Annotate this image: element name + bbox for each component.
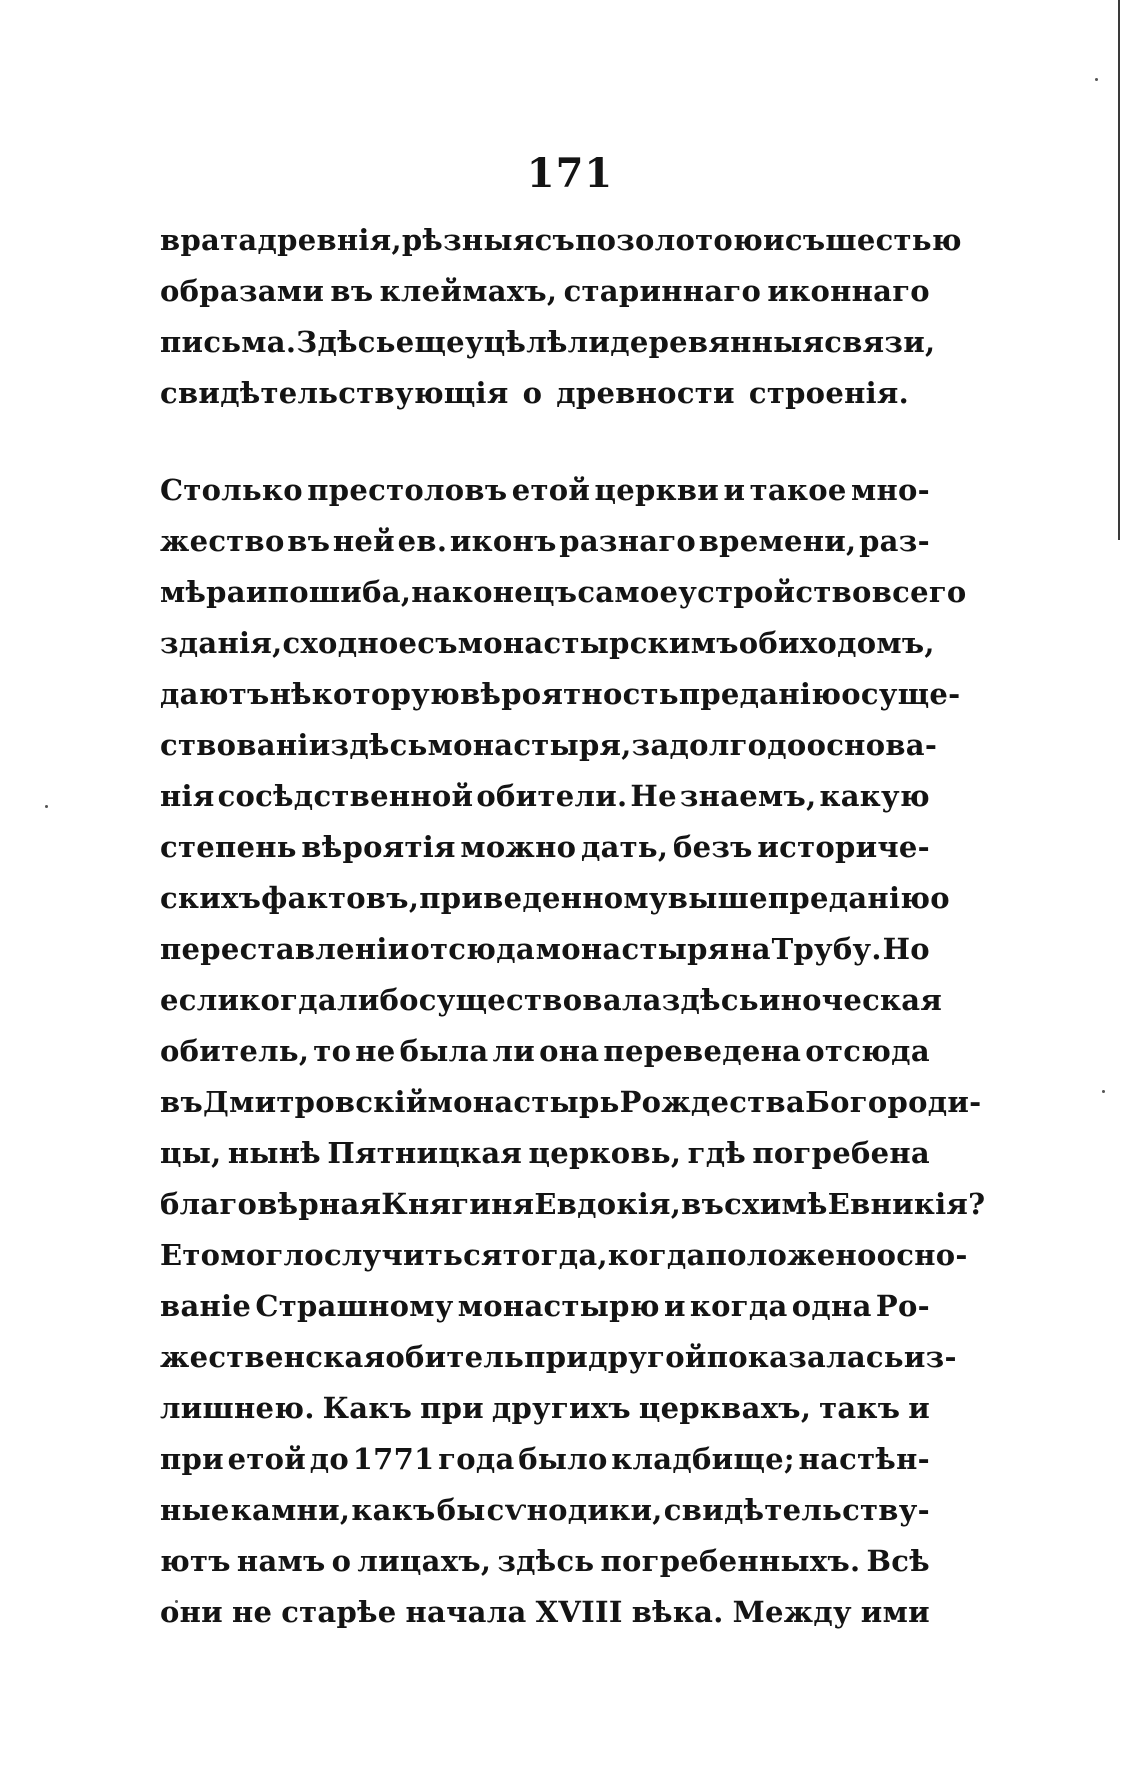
word: ные xyxy=(160,1493,230,1527)
word: здѣсь xyxy=(330,728,428,762)
paper-speck xyxy=(1095,78,1098,81)
word: позолотою xyxy=(575,223,764,257)
word: когда xyxy=(239,983,337,1017)
word: когда xyxy=(689,1289,788,1323)
word: въ xyxy=(160,1085,203,1119)
page-number: 171 xyxy=(526,150,614,197)
word: церковь, xyxy=(528,1136,682,1170)
word: здѣсь xyxy=(661,983,759,1017)
word: обиходомъ, xyxy=(738,626,935,660)
word: съ xyxy=(784,223,826,257)
word: дать, xyxy=(580,830,669,864)
word: на xyxy=(730,932,771,966)
word: съ xyxy=(534,223,576,257)
word: образами xyxy=(160,274,325,308)
word: благовѣрная xyxy=(160,1187,382,1221)
word: древнія, xyxy=(257,223,402,257)
text-line xyxy=(160,368,930,419)
word: мѣра xyxy=(160,575,246,609)
paper-speck xyxy=(1102,1090,1105,1093)
word: монастырь xyxy=(427,1085,620,1119)
word: вѣроятность xyxy=(460,677,679,711)
text-line xyxy=(160,266,930,317)
word: рѣзныя xyxy=(401,223,535,257)
text-line xyxy=(160,1536,930,1587)
word: стариннаго xyxy=(563,274,762,308)
text-line xyxy=(160,1434,930,1485)
word: Дмитровскій xyxy=(203,1085,428,1119)
word: Страшному xyxy=(255,1289,454,1323)
word: положено xyxy=(705,1238,877,1272)
word: клеймахъ, xyxy=(379,274,558,308)
word: етой xyxy=(511,473,591,507)
word: письма. xyxy=(160,325,297,359)
word: ней xyxy=(332,524,395,558)
word: степень xyxy=(160,830,297,864)
word: сосѣдственной xyxy=(217,779,474,813)
paper-speck xyxy=(45,805,48,808)
word: обитель, xyxy=(160,1034,310,1068)
word: либо xyxy=(336,983,419,1017)
word: въ xyxy=(287,524,331,558)
word: монастырю xyxy=(457,1289,660,1323)
word: наконецъ xyxy=(411,575,578,609)
word: до xyxy=(309,1442,349,1476)
word: существовала xyxy=(418,983,662,1017)
text-line xyxy=(160,516,930,567)
word: самое xyxy=(577,575,679,609)
word: свидѣтельствующія xyxy=(160,376,509,410)
word: и xyxy=(763,223,785,257)
word: другихъ xyxy=(491,1391,631,1425)
text-line xyxy=(160,822,930,873)
word: вѣроятія xyxy=(301,830,456,864)
text-line xyxy=(160,1026,930,1077)
word: настѣн- xyxy=(798,1442,930,1476)
word: Богороди- xyxy=(805,1085,982,1119)
word: монастыря, xyxy=(427,728,632,762)
word: нѣкоторую xyxy=(269,677,461,711)
word: погребена xyxy=(752,1136,930,1170)
word: тогда, xyxy=(502,1238,608,1272)
word: приведенному xyxy=(419,881,668,915)
word: и xyxy=(663,1289,686,1323)
word: ствованіи xyxy=(160,728,331,762)
word: схимѣ xyxy=(724,1187,828,1221)
text-line xyxy=(160,1587,930,1638)
word: переставленіи xyxy=(160,932,410,966)
word: Пятницкая xyxy=(327,1136,523,1170)
text-line xyxy=(160,618,935,669)
word: престоловъ xyxy=(307,473,508,507)
word: гдѣ xyxy=(687,1136,747,1170)
word: переведена xyxy=(603,1034,802,1068)
word: суще- xyxy=(860,677,961,711)
word: зданія, xyxy=(160,626,283,660)
text-line xyxy=(160,975,943,1026)
word: было xyxy=(518,1442,608,1476)
word: иконнаго xyxy=(767,274,930,308)
word: основа- xyxy=(806,728,938,762)
word: вѣка. xyxy=(631,1595,724,1629)
word: въ xyxy=(681,1187,725,1221)
word: при xyxy=(160,1442,224,1476)
word: церкви xyxy=(594,473,720,507)
word: еще xyxy=(395,325,465,359)
text-line xyxy=(160,1485,930,1536)
word: можно xyxy=(460,830,577,864)
word: Ето xyxy=(160,1238,221,1272)
word: осно- xyxy=(876,1238,968,1272)
paragraph-2 xyxy=(160,465,986,1638)
word: кладбище; xyxy=(611,1442,795,1476)
word: знаемъ, xyxy=(679,779,817,813)
word: бы xyxy=(436,1493,486,1527)
word: безъ xyxy=(672,830,753,864)
word: иконъ xyxy=(449,524,557,558)
word: старѣе xyxy=(281,1595,397,1629)
word: отсюда xyxy=(805,1034,930,1068)
word: нія xyxy=(160,779,215,813)
word: пошиба, xyxy=(267,575,412,609)
word: Евдокія, xyxy=(534,1187,682,1221)
word: въ xyxy=(330,274,374,308)
word: иноческая xyxy=(758,983,943,1017)
text-line xyxy=(160,1179,986,1230)
word: церквахъ, xyxy=(638,1391,812,1425)
word: Княгиня xyxy=(381,1187,535,1221)
word: ими xyxy=(860,1595,930,1629)
word: камни, xyxy=(230,1493,351,1527)
word: до xyxy=(767,728,807,762)
word: обитель xyxy=(385,1340,525,1374)
word: года xyxy=(438,1442,515,1476)
word: Всѣ xyxy=(866,1544,930,1578)
word: врата xyxy=(160,223,258,257)
word: устройство xyxy=(678,575,872,609)
word: и xyxy=(723,473,746,507)
word: Но xyxy=(882,932,930,966)
word: Ро- xyxy=(875,1289,930,1323)
word: Столько xyxy=(160,473,303,507)
word: лицахъ, xyxy=(357,1544,492,1578)
word: когда xyxy=(607,1238,706,1272)
word: при xyxy=(524,1340,589,1374)
text-line xyxy=(160,1128,930,1179)
word: одна xyxy=(791,1289,872,1323)
word: жественская xyxy=(160,1340,386,1374)
word: XVIII xyxy=(535,1595,623,1629)
word: такъ xyxy=(819,1391,901,1425)
word: не xyxy=(355,1034,396,1068)
text-line xyxy=(160,215,962,266)
word: фактовъ, xyxy=(261,881,420,915)
word: нынѣ xyxy=(227,1136,321,1170)
word: древности xyxy=(556,376,735,410)
word: не xyxy=(231,1595,273,1629)
word: могло xyxy=(220,1238,324,1272)
word: такое xyxy=(749,473,847,507)
text-line xyxy=(160,924,930,975)
word: скихъ xyxy=(160,881,262,915)
word: из- xyxy=(903,1340,957,1374)
word: времени, xyxy=(698,524,857,558)
word: сѵнодики, xyxy=(486,1493,663,1527)
text-line xyxy=(160,1230,968,1281)
word: другой xyxy=(588,1340,707,1374)
word: о xyxy=(331,1544,352,1578)
text-line xyxy=(160,771,930,822)
text-line xyxy=(160,720,938,771)
word: преданію xyxy=(767,881,931,915)
text-line xyxy=(160,873,950,924)
word: свидѣтельству- xyxy=(663,1493,930,1527)
word: и xyxy=(245,575,268,609)
word: обители. xyxy=(476,779,628,813)
text-line xyxy=(160,669,961,720)
word: Рождества xyxy=(619,1085,806,1119)
word: етой xyxy=(227,1442,307,1476)
word: выше xyxy=(667,881,768,915)
word: Евникія? xyxy=(827,1187,986,1221)
word: Не xyxy=(630,779,677,813)
word: монастыря xyxy=(535,932,730,966)
word: показалась xyxy=(706,1340,904,1374)
word: случиться xyxy=(323,1238,503,1272)
word: съ xyxy=(417,626,458,660)
word: если xyxy=(160,983,240,1017)
word: Между xyxy=(732,1595,852,1629)
word: сходное xyxy=(282,626,418,660)
word: отсюда xyxy=(410,932,535,966)
word: жество xyxy=(160,524,285,558)
word: всего xyxy=(871,575,967,609)
text-line xyxy=(160,1383,930,1434)
word: о xyxy=(841,677,861,711)
word: была xyxy=(399,1034,489,1068)
word: Какъ xyxy=(322,1391,413,1425)
word: погребенныхъ. xyxy=(600,1544,861,1578)
word: уцѣлѣли xyxy=(464,325,611,359)
word: и xyxy=(908,1391,930,1425)
word: долго xyxy=(669,728,768,762)
text-line xyxy=(160,1332,957,1383)
word: о xyxy=(522,376,543,410)
word: ли xyxy=(492,1034,536,1068)
word: даютъ xyxy=(160,677,270,711)
word: шестью xyxy=(825,223,962,257)
word: о xyxy=(930,881,950,915)
word: какъ xyxy=(351,1493,436,1527)
word: то xyxy=(313,1034,352,1068)
word: ютъ xyxy=(160,1544,231,1578)
word: мно- xyxy=(850,473,930,507)
word: ваніе xyxy=(160,1289,252,1323)
word: цы, xyxy=(160,1136,222,1170)
word: деревянныя xyxy=(610,325,825,359)
word: лишнею. xyxy=(160,1391,315,1425)
word: начала xyxy=(405,1595,527,1629)
word: историче- xyxy=(757,830,930,864)
word: Трубу. xyxy=(771,932,882,966)
word: при xyxy=(420,1391,484,1425)
word: за xyxy=(631,728,670,762)
page-edge-rule xyxy=(1118,0,1120,540)
word: преданію xyxy=(678,677,842,711)
word: разнаго xyxy=(559,524,697,558)
text-line xyxy=(160,465,930,516)
word: раз- xyxy=(859,524,930,558)
text-line xyxy=(160,317,936,368)
word: строенія. xyxy=(748,376,910,410)
text-line xyxy=(160,567,967,618)
paragraph-1 xyxy=(160,215,962,419)
word: ев. xyxy=(397,524,448,558)
word: 1771 xyxy=(352,1442,435,1476)
word: она xyxy=(539,1034,600,1068)
word: монастырскимъ xyxy=(457,626,739,660)
word: какую xyxy=(819,779,930,813)
text-line xyxy=(160,1281,930,1332)
word: Здѣсь xyxy=(296,325,396,359)
word: намъ xyxy=(236,1544,326,1578)
text-line xyxy=(160,1077,982,1128)
word: они xyxy=(160,1595,223,1629)
word: связи, xyxy=(824,325,936,359)
word: здѣсь xyxy=(497,1544,595,1578)
